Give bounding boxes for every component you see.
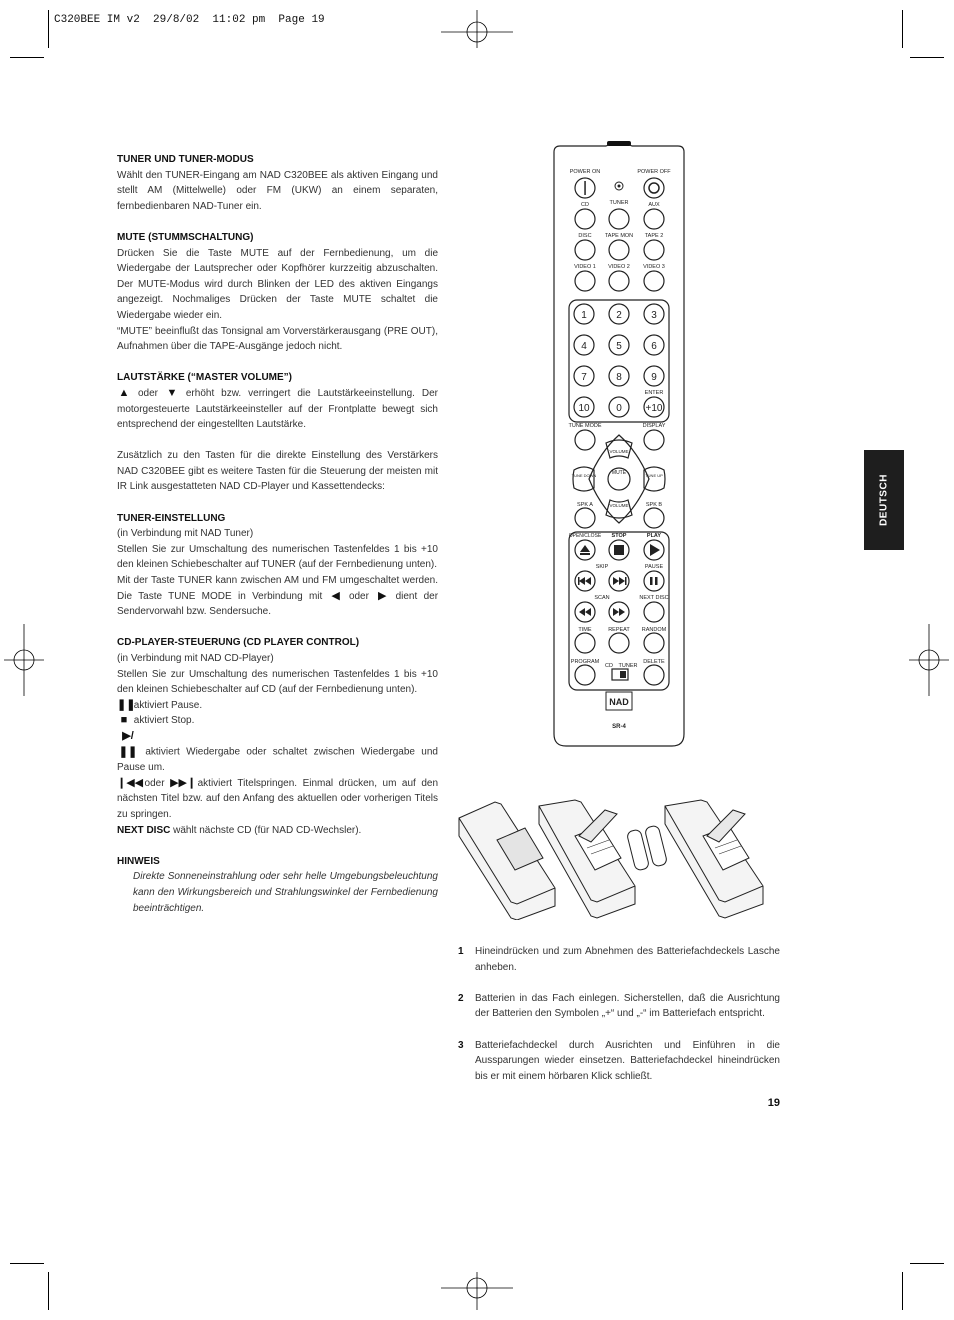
svg-text:4: 4 — [581, 341, 587, 352]
svg-text:RANDOM: RANDOM — [641, 627, 667, 633]
svg-text:OPEN/CLOSE: OPEN/CLOSE — [568, 533, 602, 539]
svg-text:DELETE: DELETE — [643, 659, 665, 665]
tuner-setting-text-2: Mit der Taste TUNER kann zwischen AM und FM umgeschaltet werden. Die Taste TUNE MODE in Verbindung mit ◀ oder ▶ dient der Sendervorwahl bzw. Sendersuche. — [117, 575, 439, 618]
right-triangle-icon: ▶ — [378, 589, 387, 602]
tuner-setting-text-1: Stellen Sie zur Umschaltung des numerischen Tastenfeldes 1 bis +10 den kleinen Schiebeschalter auf TUNER (auf der Fernbedienung unten). — [117, 543, 438, 571]
svg-text:SCAN: SCAN — [594, 595, 610, 601]
svg-text:PLAY: PLAY — [646, 533, 662, 539]
heading-tuner-mode: TUNER UND TUNER-MODUS — [117, 154, 254, 165]
cd-play-line: ▶/❚❚ aktiviert Wiedergabe oder schaltet zwischen Wiedergabe und Pause um. — [117, 729, 438, 774]
svg-text:ENTER: ENTER — [644, 390, 664, 396]
svg-text:VIDEO 1: VIDEO 1 — [574, 264, 596, 270]
svg-text:+10: +10 — [645, 403, 663, 414]
svg-text:VIDEO 2: VIDEO 2 — [608, 264, 630, 270]
cd-control-text-1: Stellen Sie zur Umschaltung des numerischen Tastenfeldes 1 bis +10 den kleinen Schiebeschalter auf CD (auf der Fernbedienung unten). — [117, 668, 438, 696]
page-number: 19 — [767, 1097, 780, 1109]
svg-text:5: 5 — [616, 341, 622, 352]
svg-text:TUNER: TUNER — [618, 663, 638, 669]
cd-skip-line: ❙◀◀ oder ▶▶❙ aktiviert Titelspringen. Einmal drücken, um auf den nächsten Titel bzw. auf den Anfang des aktuellen oder vorherigen Titels zu springen. — [117, 776, 439, 820]
svg-text:TUNE MODE: TUNE MODE — [568, 423, 602, 429]
stop-icon: ■ — [120, 714, 128, 727]
svg-text:PROGRAM: PROGRAM — [570, 659, 600, 665]
cd-stop-line: ■ aktiviert Stop. — [117, 713, 438, 729]
tuner-setting-sub: (in Verbindung mit NAD Tuner) — [117, 528, 254, 540]
cd-control-sub: (in Verbindung mit NAD CD-Player) — [117, 653, 274, 664]
svg-text:DISC: DISC — [578, 233, 592, 239]
svg-text:TAPE MON: TAPE MON — [604, 233, 634, 239]
play-pause-icon: ▶/❚❚ — [118, 729, 138, 758]
heading-tuner-setting: TUNER-EINSTELLUNG — [117, 512, 226, 524]
svg-text:REPEAT: REPEAT — [608, 627, 630, 633]
svg-text:2: 2 — [616, 310, 622, 321]
svg-text:POWER OFF: POWER OFF — [637, 169, 671, 175]
left-triangle-icon: ◀ — [331, 589, 340, 602]
svg-text:NEXT DISC: NEXT DISC — [639, 595, 669, 601]
svg-text:CD: CD — [605, 663, 613, 669]
pause-icon: ❚❚ — [117, 698, 136, 711]
svg-text:NAD: NAD — [609, 697, 629, 707]
svg-text:VOLUME: VOLUME — [609, 503, 629, 508]
cd-pause-line: ❚❚ aktiviert Pause. — [117, 698, 438, 714]
svg-text:TAPE 2: TAPE 2 — [644, 233, 664, 239]
battery-installation-illustration — [455, 796, 785, 920]
battery-steps — [458, 944, 780, 1084]
svg-text:TUNE DOWN: TUNE DOWN — [571, 473, 597, 478]
svg-text:DISPLAY: DISPLAY — [642, 423, 666, 429]
svg-text:SPK B: SPK B — [645, 502, 663, 508]
down-triangle-icon: ▼ — [166, 386, 178, 399]
svg-text:1: 1 — [581, 310, 587, 321]
svg-text:SKIP: SKIP — [595, 564, 609, 570]
svg-text:CD: CD — [581, 202, 589, 208]
svg-text:STOP: STOP — [611, 533, 627, 539]
svg-text:0: 0 — [616, 403, 622, 414]
svg-text:POWER ON: POWER ON — [569, 169, 601, 175]
svg-text:8: 8 — [616, 372, 622, 383]
svg-text:VOLUME: VOLUME — [609, 449, 629, 454]
heading-cd-control: CD-PLAYER-STEUERUNG (CD PLAYER CONTROL) — [117, 637, 360, 649]
step-3: 3 Batteriefachdeckel durch Ausrichten und Einführen in die Aussparungen wieder einsetzen. Batteriefachdeckel hineindrücken bis er mit einem hörbaren Klick schließt. — [458, 1039, 780, 1082]
svg-text:10: 10 — [578, 403, 590, 414]
svg-text:PAUSE: PAUSE — [644, 564, 664, 570]
svg-text:MUTE: MUTE — [611, 470, 627, 476]
heading-note: HINWEIS — [117, 855, 160, 867]
slug-line: C320BEE IM v2 29/8/02 11:02 pm Page 19 — [54, 14, 325, 26]
skip-back-icon: ❙◀◀ — [117, 776, 144, 789]
heading-mute: MUTE (STUMMSCHALTUNG) — [117, 231, 254, 243]
svg-text:TIME: TIME — [578, 627, 592, 633]
svg-text:VIDEO 3: VIDEO 3 — [643, 264, 665, 270]
mute-text-2: “MUTE” beeinflußt das Tonsignal am Vorverstärkerausgang (PRE OUT), Aufnahmen über die TAPE-Ausgänge jedoch nicht. — [117, 325, 438, 353]
cd-next-disc-line: NEXT DISC wählt nächste CD (für NAD CD-Wechsler). — [117, 824, 362, 836]
step-2: 2 Batterien in das Fach einlegen. Sicherstellen, daß die Ausrichtung der Batterien den Symbolen „+“ und „-“ im Batteriefach entspricht. — [458, 992, 780, 1020]
up-triangle-icon: ▲ — [118, 386, 130, 399]
svg-text:9: 9 — [651, 372, 657, 383]
language-tab — [864, 450, 904, 550]
svg-text:SPK A: SPK A — [577, 502, 593, 508]
remote-control-diagram — [548, 140, 690, 752]
text-column — [117, 152, 438, 916]
svg-text:TUNER: TUNER — [609, 200, 629, 206]
svg-text:7: 7 — [581, 372, 587, 383]
svg-text:SR-4: SR-4 — [612, 724, 626, 730]
svg-text:TUNE UP: TUNE UP — [645, 473, 663, 478]
svg-text:3: 3 — [651, 310, 657, 321]
mute-text-1: Drücken Sie die Taste MUTE auf der Fernbedienung, um die Wiedergabe der Lautsprecher oder Kopfhörer kurzzeitig abzuschalten. Der MUTE-Modus wird durch Blinken der LED des aktiven Eingangs angezeigt. Nochmaliges Drücken der Taste MUTE schaltet die Wiedergabe wieder ein. — [117, 247, 438, 321]
skip-forward-icon: ▶▶❙ — [170, 776, 197, 789]
volume-text: ▲ oder ▼ erhöht bzw. verringert die Lautstärkeeinstellung. Der motorgesteuerte Lautstärkeeinsteller auf der Frontplatte bewegt sich entsprechend der eingestellten Lautstärke. — [117, 386, 438, 431]
step-1: 1 Hineindrücken und zum Abnehmen des Batteriefachdeckels Lasche anheben. — [458, 946, 780, 973]
svg-text:AUX: AUX — [648, 202, 660, 208]
heading-volume: LAUTSTÄRKE (“MASTER VOLUME”) — [117, 372, 292, 384]
note-text: Direkte Sonneneinstrahlung oder sehr helle Umgebungsbeleuchtung kann den Wirkungsbereich und Strahlungswinkel der Fernbedienung beeinträchtigen. — [133, 871, 438, 914]
language-tab-label: DEUTSCH — [878, 474, 890, 526]
volume-extra-text: Zusätzlich zu den Tasten für die direkte Einstellung des Verstärkers NAD C320BEE gibt es weitere Tasten für die Steuerung der meisten mit IR Link ausgestatteten NAD CD-Player und Kassettendecks: — [117, 450, 438, 493]
tuner-mode-text: Wählt den TUNER-Eingang am NAD C320BEE als aktiven Eingang und stellt AM (Mittelwelle) oder FM (UKW) an einem separaten, fernbedienbaren NAD-Tuner ein. — [117, 169, 438, 212]
svg-text:6: 6 — [651, 341, 657, 352]
